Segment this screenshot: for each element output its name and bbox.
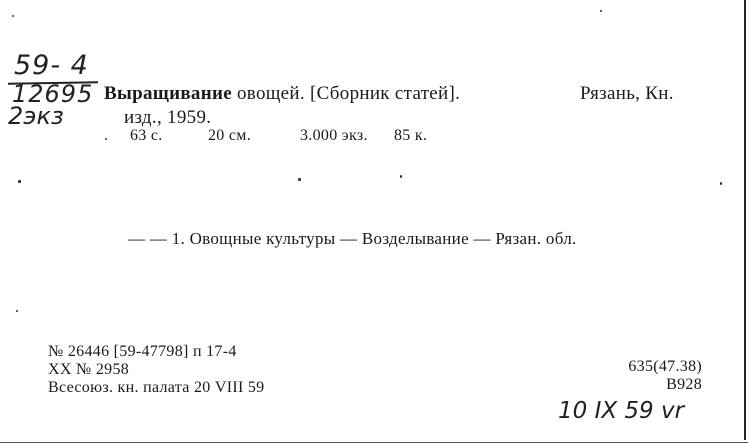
subject-headings: — — 1. Овощные культуры — Возделывание — Рязан. обл. [128,229,577,248]
chamber-imprint-line: Всесоюз. кн. палата 20 VIII 59 [48,379,265,396]
title-rest: овощей. [Сборник статей]. [231,83,461,104]
udc-classification: 635(47.38) [628,358,702,375]
print-speck [12,15,14,17]
print-speck [600,10,602,12]
print-speck [298,178,301,181]
print-run: 3.000 экз. [300,127,368,144]
title-main: Выращивание [104,83,232,104]
series-number-line: XX № 2958 [48,361,130,378]
page-count: 63 с. [130,127,163,144]
print-speck [16,310,18,312]
library-code: B928 [666,376,702,393]
card-edge-bottom [0,442,748,443]
card-number-line: № 26446 [59-47798] п 17-4 [48,343,237,360]
bullet-dot: . [104,127,109,144]
print-speck [720,182,722,185]
handwritten-copies-note: 2экз [8,102,64,130]
publication-place: Рязань, Кн. [580,83,674,104]
print-speck [18,180,21,183]
publisher-year: изд., 1959. [124,107,212,128]
card-edge-right [744,0,746,440]
handwritten-accession-number: 12695 [12,80,94,108]
book-size: 20 см. [208,127,252,144]
title-line [104,83,674,105]
handwritten-shelf-mark: 59- 4 [14,50,89,81]
print-speck [400,175,402,178]
price: 85 к. [394,127,428,144]
handwritten-date: 10 IX 59 vr [558,398,685,424]
